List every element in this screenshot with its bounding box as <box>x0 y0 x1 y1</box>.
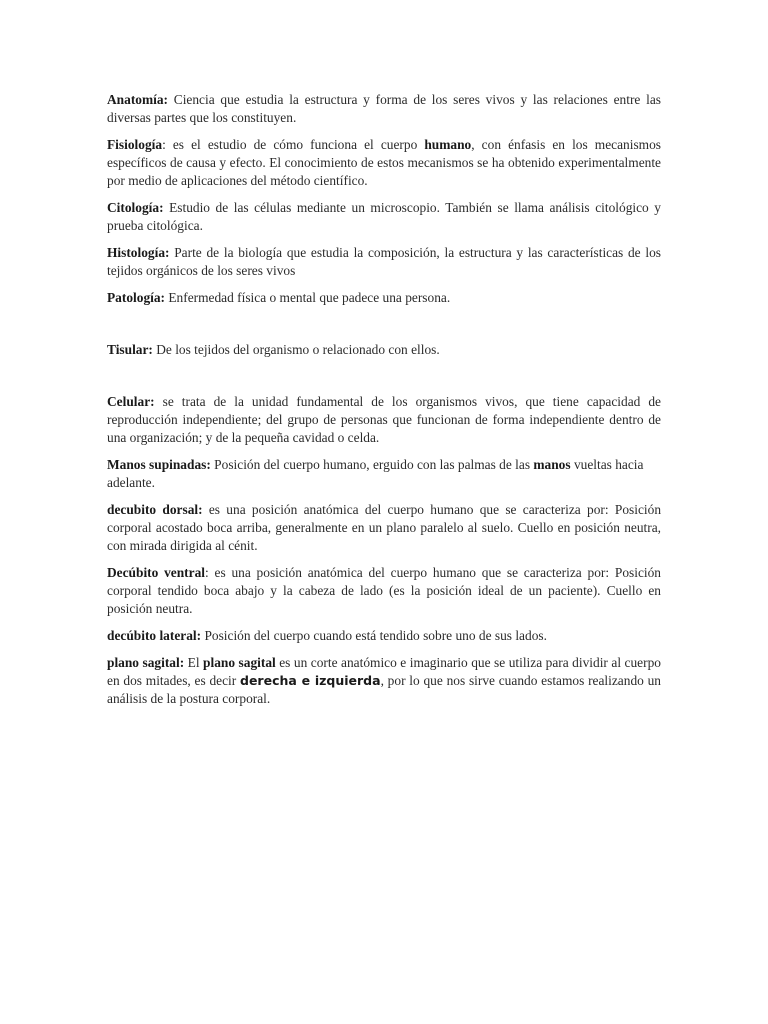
definition-anatomia <box>107 91 661 127</box>
definition-decubito-dorsal <box>107 501 661 555</box>
definition-text: El <box>184 655 204 670</box>
term-label: Citología: <box>107 200 164 215</box>
emphasis-text: manos <box>533 457 571 472</box>
definition-text: vueltas hacia adelante. <box>107 457 644 490</box>
definition-histologia <box>107 244 661 280</box>
emphasis-text: derecha e izquierda <box>240 673 381 688</box>
term-label: decúbito lateral: <box>107 628 202 643</box>
definition-citologia <box>107 199 661 235</box>
definition-text: : es una posición anatómica del cuerpo humano que se caracteriza por: Posición corporal tendido boca abajo y la cabeza de lado (es la posición ideal de un paciente). Cuello en posición neutra. <box>107 565 661 616</box>
term-label: Celular: <box>107 394 155 409</box>
definition-text: : es el estudio de cómo funciona el cuerpo <box>162 137 425 152</box>
term-label: Tisular: <box>107 342 153 357</box>
term-label: Patología: <box>107 290 166 305</box>
definition-fisiologia <box>107 136 661 190</box>
definition-manos-supinadas <box>107 456 661 492</box>
definition-celular <box>107 393 661 447</box>
definition-text: Enfermedad física o mental que padece una persona. <box>165 290 451 305</box>
document-page <box>107 91 661 717</box>
definition-text: , por lo que nos sirve cuando estamos realizando un análisis de la postura corporal. <box>107 673 661 706</box>
definition-text: es una posición anatómica del cuerpo humano que se caracteriza por: Posición corporal acostado boca arriba, generalmente en un plano paralelo al suelo. Cuello en posición neutra, con mirada dirigida al cénit. <box>107 502 662 553</box>
definition-text: Posición del cuerpo humano, erguido con las palmas de las <box>210 457 534 472</box>
definition-decubito-lateral <box>107 627 661 645</box>
term-label: decubito dorsal: <box>107 502 203 517</box>
definition-text: Estudio de las células mediante un microscopio. También se llama análisis citológico y prueba citológica. <box>107 200 661 233</box>
definition-text: es un corte anatómico e imaginario que se utiliza para dividir al cuerpo en dos mitades, es decir <box>107 655 661 688</box>
definition-decubito-ventral <box>107 564 661 618</box>
emphasis-text: plano sagital <box>203 655 276 670</box>
definition-tisular <box>107 341 661 359</box>
term-label: Decúbito ventral <box>107 565 206 580</box>
term-label: Histología: <box>107 245 170 260</box>
definition-text: se trata de la unidad fundamental de los organismos vivos, que tiene capacidad de reproducción independiente; del grupo de personas que funcionan de forma independiente dentro de una organización; y de la pequeña cavidad o celda. <box>107 394 661 445</box>
term-label: Anatomía: <box>107 92 168 107</box>
definition-text: Posición del cuerpo cuando está tendido sobre uno de sus lados. <box>201 628 547 643</box>
definition-text: De los tejidos del organismo o relacionado con ellos. <box>152 342 440 357</box>
definition-text: Parte de la biología que estudia la composición, la estructura y las características de los tejidos orgánicos de los seres vivos <box>107 245 661 278</box>
term-label: Fisiología <box>107 137 163 152</box>
definition-patologia <box>107 289 661 307</box>
definition-text: , con énfasis en los mecanismos específicos de causa y efecto. El conocimiento de estos mecanismos se ha obtenido experimentalmente por medio de aplicaciones del método científico. <box>107 137 661 188</box>
term-label: plano sagital: <box>107 655 185 670</box>
term-label: Manos supinadas: <box>107 457 211 472</box>
emphasis-text: humano <box>424 137 472 152</box>
definition-text: Ciencia que estudia la estructura y forma de los seres vivos y las relaciones entre las diversas partes que los constituyen. <box>107 92 661 125</box>
definition-plano-sagital <box>107 654 661 708</box>
